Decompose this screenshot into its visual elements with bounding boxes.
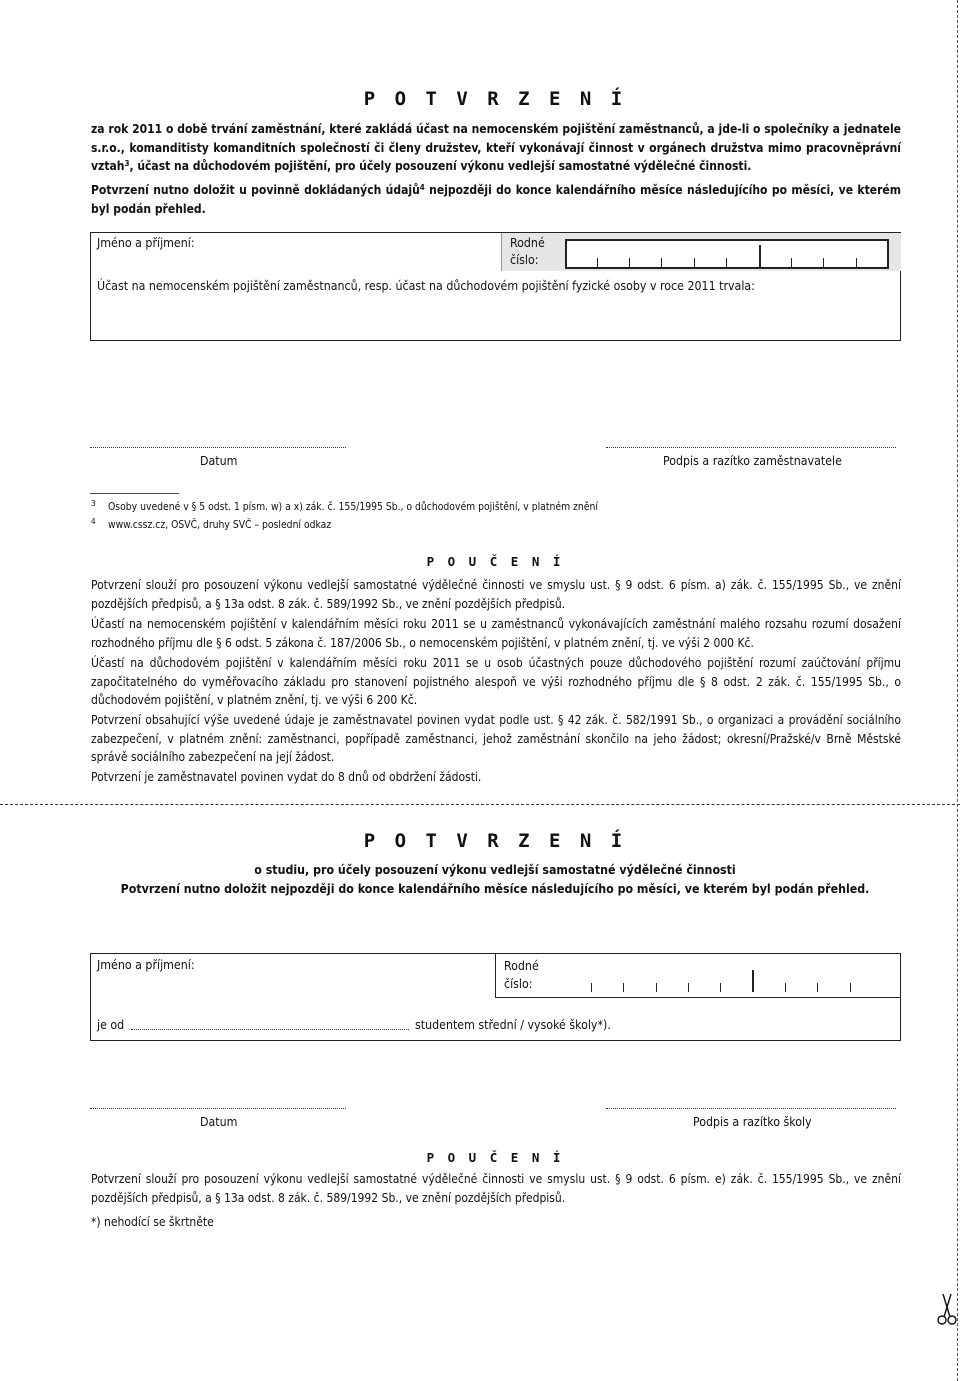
footnote3-number: 3: [91, 499, 96, 508]
form2-subtitle-2: Potvrzení nutno doložit nejpozději do konce kalendářního měsíce následujícího po měsíci, ve kterém byl podán přehled.: [120, 882, 870, 896]
form1-notice-p1: Potvrzení slouží pro posouzení výkonu vedlejší samostatné výdělečné činnosti ve smyslu ust. § 9 odst. 6 písm. a) zák. č. 155/1995 Sb., ve znění pozdějších předpisů, a § 13a odst. 8 zák. č. 589/1992 Sb., ve znění pozdějších předpisů.: [91, 578, 901, 611]
form2-notice-title: P O U Č E N Í: [426, 1150, 564, 1165]
form1-intro-sup: 3: [124, 159, 130, 168]
form1-notice-p5: Potvrzení je zaměstnavatel povinen vydat do 8 dnů od obdržení žádosti.: [91, 770, 482, 784]
form1-birth-number-field[interactable]: [565, 239, 889, 269]
footnote3-text: Osoby uvedené v § 5 odst. 1 písm. w) a x) zák. č. 155/1995 Sb., o důchodovém pojištění, v platném znění: [108, 501, 598, 513]
footnote4-text: www.cssz.cz, OSVČ, druhy SVČ – poslední odkaz: [108, 519, 332, 531]
form2-birth-label-1: Rodné: [504, 959, 539, 973]
form2-name-field[interactable]: [221, 954, 496, 996]
form2-footnote: *) nehodící se škrtněte: [91, 1215, 214, 1229]
form2-birth-area: [495, 954, 901, 998]
form2-since-field[interactable]: [131, 1029, 409, 1030]
form1-notice-title: P O U Č E N Í: [426, 554, 564, 569]
form2-date-line[interactable]: [90, 1108, 346, 1109]
form1-signature-label: Podpis a razítko zaměstnavatele: [663, 454, 842, 468]
form1-notice-p2: Účastí na nemocenském pojištění v kalendářním měsíci roku 2011 se u zaměstnanců vykonávajících zaměstnání malého rozsahu rozumí dosažení rozhodného příjmu dle § 6 odst. 5 zákona č. 187/2006 Sb., o nemocenském pojištění, v platném znění, tj. ve výši 2 000 Kč.: [91, 617, 901, 650]
form2-student-label: studentem střední / vysoké školy*).: [415, 1018, 611, 1032]
form2-since-label: je od: [97, 1018, 125, 1032]
form1-participation-field[interactable]: [91, 299, 900, 340]
form2-birth-number-field[interactable]: [560, 960, 890, 992]
form1-signature-line[interactable]: [606, 447, 896, 448]
form1-deadline-sup: 4: [419, 183, 425, 192]
form1-notice-p3: Účastí na důchodovém pojištění v kalendářním měsíci roku 2011 se u osob účastných pouze důchodového pojištění rozumí zaúčtování příjmu započitatelného do vyměřovacího základu pro stanovení pojistného alespoň ve výši rozhodného příjmu dle § 8 odst. 2 zák. č. 155/1995 Sb., o důchodovém pojištění, v platném znění, tj. ve výši 6 200 Kč.: [91, 656, 901, 707]
form1-name-field[interactable]: [221, 233, 496, 269]
form1-birth-label-1: Rodné: [510, 236, 545, 250]
form2-signature-label: Podpis a razítko školy: [693, 1115, 812, 1129]
scissors-icon: [936, 1292, 958, 1328]
vertical-cut-line: [957, 0, 958, 1381]
form1-fields-box: [90, 232, 901, 341]
form1-date-label: Datum: [200, 454, 238, 468]
form1-notice-p4: Potvrzení obsahující výše uvedené údaje je zaměstnavatel povinen vydat podle ust. § 42 zák. č. 582/1991 Sb., o organizaci a provádění sociálního zabezpečení, v platném znění: zaměstnanci, popřípadě zaměstnanci, jehož zaměstnání skončilo na jeho žádost; okresní/Pražské/v Brně Městské správě sociálního zabezpečení na její žádost.: [91, 713, 901, 764]
footnote-divider: [90, 493, 179, 494]
form1-name-label: Jméno a příjmení:: [97, 236, 195, 250]
form2-title: P O T V R Z E N Í: [363, 830, 627, 852]
form1-deadline-text-1: Potvrzení nutno doložit u povinně dokládaných údajů: [91, 183, 420, 197]
form2-name-label: Jméno a příjmení:: [97, 958, 195, 972]
form2-fields-box: [90, 953, 901, 1041]
form1-birth-area: [501, 233, 901, 271]
form1-date-line[interactable]: [90, 447, 346, 448]
form1-participation-label: Účast na nemocenském pojištění zaměstnanců, resp. účast na důchodovém pojištění fyzické osoby v roce 2011 trvala:: [97, 279, 755, 293]
form1-intro-text-1: za rok 2011 o době trvání zaměstnání, které zakládá účast na nemocenském pojištění zaměstnanců, a jde-li o společníky a jednatele s.r.o., komanditisty komanditních společností či členy družstev, kteří vykonávají činnost v orgánech družstva mimo pracovněprávní vztah: [91, 122, 901, 173]
form2-subtitle-1: o studiu, pro účely posouzení výkonu vedlejší samostatné výdělečné činnosti: [254, 863, 736, 877]
form1-deadline: [91, 181, 901, 218]
form2-notice-p1: Potvrzení slouží pro posouzení výkonu vedlejší samostatné výdělečné činnosti ve smyslu ust. § 9 odst. 6 písm. e) zák. č. 155/1995 Sb., ve znění pozdějších předpisů, a § 13a odst. 8 zák. č. 589/1992 Sb., ve znění pozdějších předpisů.: [91, 1172, 901, 1205]
form1-deadline-text-2: nejpozději do konce kalendářního měsíce následujícího po měsíci, ve kterém byl podán přehled.: [91, 183, 901, 216]
cut-line: [0, 804, 960, 805]
form2-signature-line[interactable]: [606, 1108, 896, 1109]
form1-intro-text-2: , účast na důchodovém pojištění, pro účely posouzení výkonu vedlejší samostatné výdělečné činnosti.: [129, 159, 752, 173]
form2-birth-label-2: číslo:: [504, 977, 533, 991]
form1-title: P O T V R Z E N Í: [363, 88, 627, 110]
form2-date-label: Datum: [200, 1115, 238, 1129]
form1-birth-label-2: číslo:: [510, 253, 539, 267]
footnote4-number: 4: [91, 517, 96, 526]
form1-intro: [91, 120, 901, 176]
